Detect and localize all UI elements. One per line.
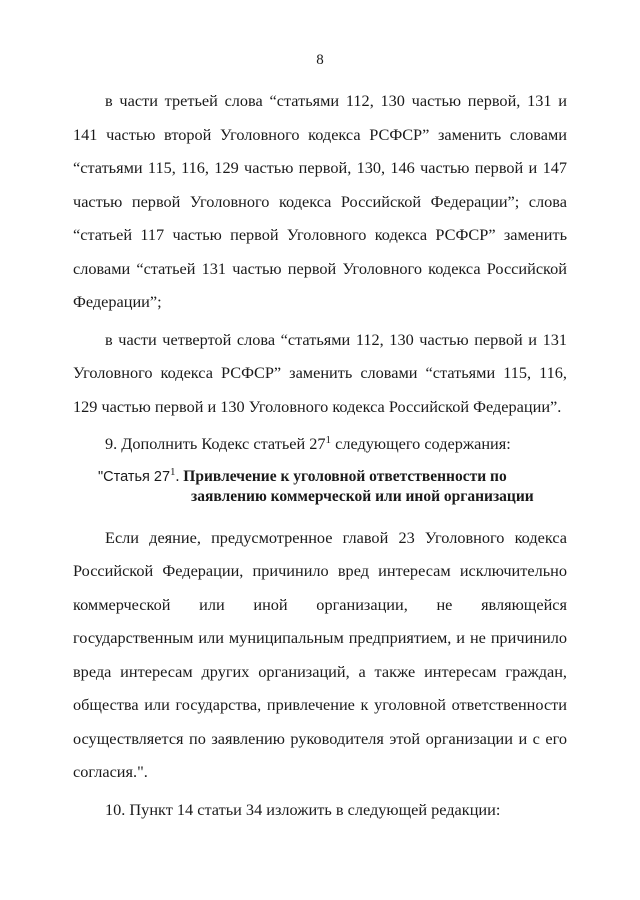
paragraph-item-9 <box>73 427 567 461</box>
article-superscript: 1 <box>170 465 176 478</box>
paragraph-article-body: Если деяние, предусмотренное главой 23 Уголовного кодекса Российской Федерации, причинило вред интересам исключительно коммерческой или иной организации, не являющейся государственным или муниципальным предприятием, и не причинило вреда интересам других организаций, а также интересам граждан, общества или государства, привлечение к уголовной ответственности осуществляется по заявлению руководителя этой организации и с его согласия.". <box>73 527 567 781</box>
paragraph-part-four: в части четвертой слова “статьями 112, 130 частью первой и 131 Уголовного кодекса РСФСР” заменить словами “статьями 115, 116, 129 частью первой и 130 Уголовного кодекса Российской Федерации”. <box>73 329 567 416</box>
article-heading <box>73 467 567 507</box>
document-body <box>73 84 567 830</box>
item-9-tail: следующего содержания: <box>331 434 511 453</box>
article-dot: . <box>175 467 180 485</box>
article-title-line1: Привлечение к уголовной ответственности по <box>179 467 507 485</box>
article-title-line2: заявлению коммерческой или иной организации <box>191 487 534 505</box>
article-prefix: "Статья 27 <box>98 468 171 485</box>
paragraph-part-three: в части третьей слова “статьями 112, 130 частью первой, 131 и 141 частью второй Уголовного кодекса РСФСР” заменить словами “статьями 115, 116, 129 частью первой, 130, 146 частью первой и 147 частью первой Уголовного кодекса Российской Федерации”; слова “статьей 117 частью первой Уголовного кодекса РСФСР” заменить словами “статьей 131 частью первой Уголовного кодекса Российской Федерации”; <box>73 91 567 311</box>
item-9-text: 9. Дополнить Кодекс статьей 27 <box>105 434 326 453</box>
item-9-superscript: 1 <box>325 434 332 446</box>
paragraph-item-10: 10. Пункт 14 статьи 34 изложить в следующей редакции: <box>105 799 501 819</box>
page-number: 8 <box>316 52 324 68</box>
